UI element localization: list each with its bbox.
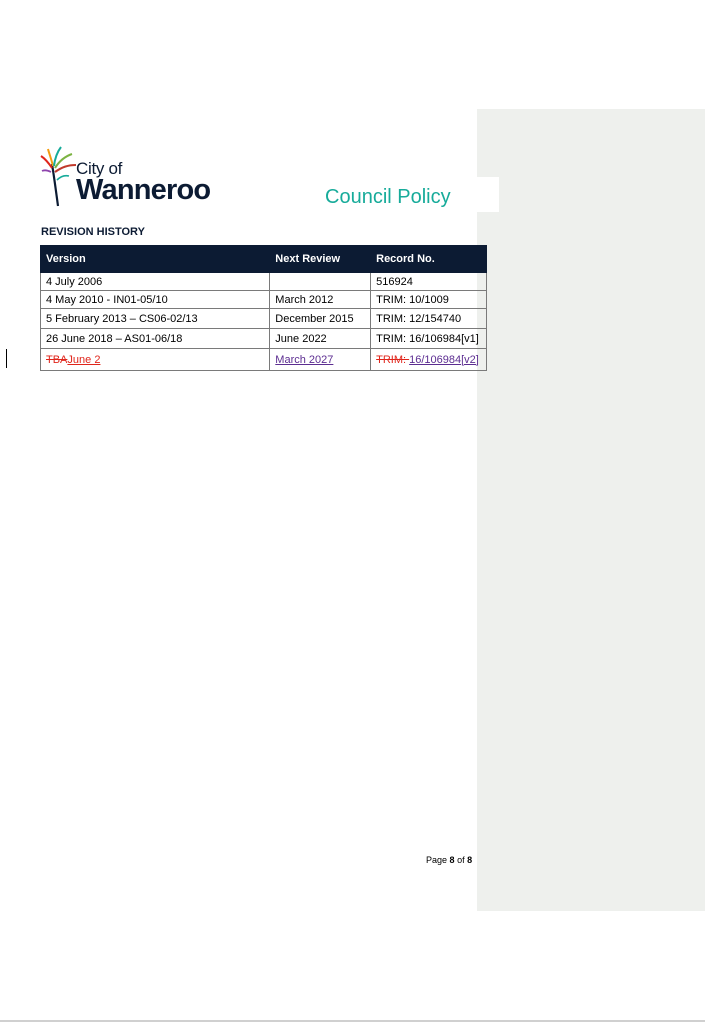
- logo-city-text: City of: [76, 159, 123, 178]
- cell-next-review: June 2022: [270, 329, 371, 349]
- change-bar: [6, 349, 7, 368]
- cell-record-no: TRIM: 16/106984[v1]: [371, 329, 487, 349]
- inserted-text: June 2: [67, 353, 101, 366]
- cell-version: [41, 349, 270, 371]
- page-number: [426, 855, 472, 865]
- cell-record-no: TRIM: 10/1009: [371, 291, 487, 309]
- cell-version: 5 February 2013 – CS06-02/13: [41, 309, 270, 329]
- cell-next-review: [270, 273, 371, 291]
- column-header-record-no: Record No.: [371, 246, 487, 273]
- cell-version: 26 June 2018 – AS01-06/18: [41, 329, 270, 349]
- table-header-row: [41, 246, 487, 273]
- table-row: [41, 291, 487, 309]
- cell-version: 4 July 2006: [41, 273, 270, 291]
- column-header-next-review: Next Review: [270, 246, 371, 273]
- cell-record-no: TRIM: 12/154740: [371, 309, 487, 329]
- city-logo: [40, 140, 220, 210]
- deleted-text: TBA: [46, 353, 68, 366]
- page-total: 8: [467, 855, 473, 865]
- cell-next-review: [270, 349, 371, 371]
- banksia-leaf-icon: [40, 146, 80, 208]
- inserted-text: March 2027: [275, 353, 334, 366]
- inserted-text: 16/106984[v2]: [409, 353, 479, 366]
- page-prefix: Page: [426, 855, 448, 865]
- title-tab: [477, 177, 499, 212]
- page-current: 8: [449, 855, 455, 865]
- document-type-title: Council Policy: [325, 186, 451, 208]
- revision-history-table: [40, 245, 487, 371]
- revision-history-heading: REVISION HISTORY: [41, 226, 145, 238]
- table-row: [41, 309, 487, 329]
- column-header-version: Version: [41, 246, 270, 273]
- side-panel: [477, 109, 705, 911]
- page-of: of: [457, 855, 465, 865]
- cell-version: 4 May 2010 - IN01-05/10: [41, 291, 270, 309]
- cell-next-review: December 2015: [270, 309, 371, 329]
- tracked-change-row: [41, 349, 487, 371]
- cell-next-review: March 2012: [270, 291, 371, 309]
- table-row: [41, 329, 487, 349]
- cell-record-no: 516924: [371, 273, 487, 291]
- deleted-text: TRIM:: [376, 353, 410, 366]
- cell-record-no: [371, 349, 487, 371]
- logo-name-text: Wanneroo: [76, 174, 211, 206]
- table-row: [41, 273, 487, 291]
